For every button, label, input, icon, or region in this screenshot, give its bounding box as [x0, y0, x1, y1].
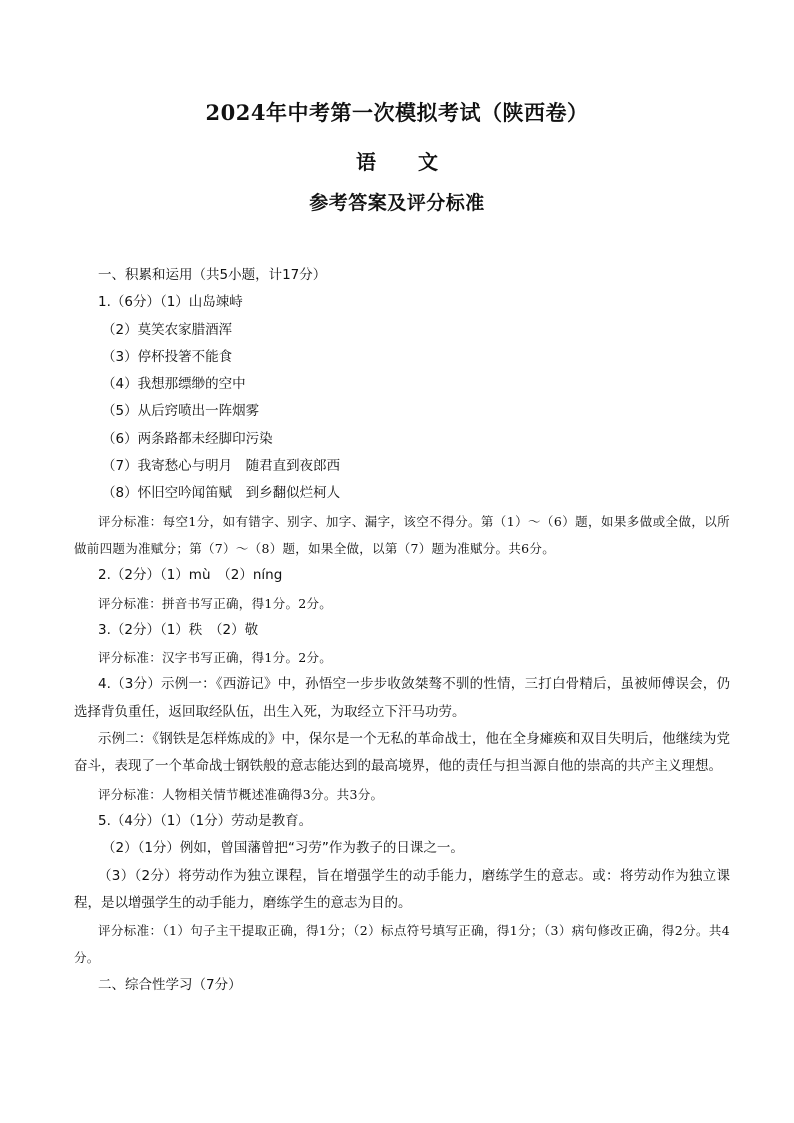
q1-scoring-standard: 评分标准：每空1分，如有错字、别字、加字、漏字，该空不得分。第（1）～（6）题，如果多做或全做，以所做前四题为准赋分；第（7）～（8）题，如果全做，以第（7）题为准赋分。共6分。 [74, 513, 730, 556]
subject-char-1: 语 [356, 150, 376, 174]
q3-answer: 3.（2分）（1）秩 （2）敬 [98, 621, 259, 638]
q2-answer: 2.（2分）（1）mù （2）níng [98, 567, 283, 584]
q5-answer-2: （2）（1分）例如，曾国藩曾把“习劳”作为教子的日课之一。 [102, 840, 464, 857]
q4-scoring-standard: 评分标准：人物相关情节概述准确得3分。共3分。 [98, 786, 384, 802]
answer-key-subtitle: 参考答案及评分标准 [309, 192, 485, 214]
q1-answer-line-4: （4）我想那缥缈的空中 [102, 376, 246, 393]
q5-answer-3: （3）（2分）将劳动作为独立课程，旨在增强学生的动手能力，磨练学生的意志。或：将劳动作为独立课程，是以增强学生的动手能力，磨练学生的意志为目的。 [74, 867, 730, 911]
subject-title [0, 146, 794, 175]
subject-char-2: 文 [418, 150, 438, 174]
q1-answer-line-3: （3）停杯投箸不能食 [102, 348, 233, 365]
q1-answer-line-1: 1.（6分）（1）山岛竦峙 [98, 294, 243, 311]
q4-example-1: 4.（3分）示例一：《西游记》中，孙悟空一步步收敛桀骜不驯的性情，三打白骨精后，虽被师傅误会，仍选择背负重任，返回取经队伍，出生入死，为取经立下汗马功劳。 [74, 676, 730, 720]
section2-heading: 二、综合性学习（7分） [98, 976, 242, 993]
q3-scoring-standard: 评分标准：汉字书写正确，得1分。2分。 [98, 650, 333, 666]
q1-answer-line-8: （8）怀旧空吟闻笛赋 到乡翻似烂柯人 [102, 485, 341, 502]
q4-example-2: 示例二：《钢铁是怎样炼成的》中，保尔是一个无私的革命战士，他在全身瘫痪和双目失明后，他继续为党奋斗，表现了一个革命战士钢铁般的意志能达到的最高境界，他的责任与担当源自他的崇高的共产主义理想。 [74, 731, 730, 775]
q1-answer-line-2: （2）莫笑农家腊酒浑 [102, 321, 233, 338]
q1-answer-line-6: （6）两条路都未经脚印污染 [102, 430, 273, 447]
q5-answer-1: 5.（4分）（1）（1分）劳动是教育。 [98, 812, 313, 829]
section1-heading: 一、积累和运用（共5小题，计17分） [98, 267, 327, 283]
answer-body [74, 262, 730, 999]
exam-title: 2024年中考第一次模拟考试（陕西卷） [205, 100, 589, 125]
q2-scoring-standard: 评分标准：拼音书写正确，得1分。2分。 [98, 595, 333, 611]
q1-answer-line-7: （7）我寄愁心与明月 随君直到夜郎西 [102, 458, 341, 475]
q1-answer-line-5: （5）从后窍喷出一阵烟雾 [102, 403, 260, 420]
q5-scoring-standard: 评分标准：（1）句子主干提取正确，得1分；（2）标点符号填写正确，得1分；（3）病句修改正确，得2分。共4分。 [74, 923, 730, 966]
